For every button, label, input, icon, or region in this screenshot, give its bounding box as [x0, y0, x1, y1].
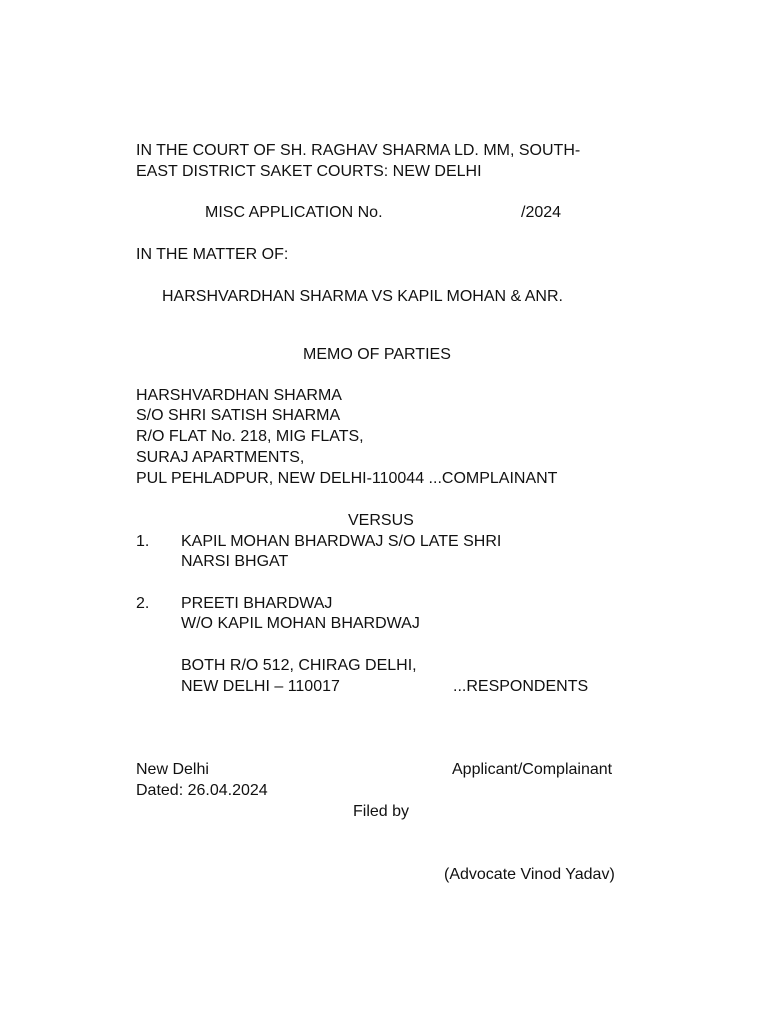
versus-label: VERSUS: [348, 512, 414, 529]
advocate-name: (Advocate Vinod Yadav): [444, 866, 615, 883]
signatory-label: Applicant/Complainant: [452, 761, 613, 778]
complainant-line: R/O FLAT No. 218, MIG FLATS,: [136, 428, 364, 445]
complainant-line: HARSHVARDHAN SHARMA: [136, 387, 342, 404]
date-text: Dated: 26.04.2024: [136, 782, 268, 799]
complainant-line: PUL PEHLADPUR, NEW DELHI-110044 ...COMPLAINANT: [136, 470, 558, 487]
address-line-2: NEW DELHI – 110017: [181, 678, 340, 695]
application-year: /2024: [521, 204, 562, 221]
complainant-line: SURAJ APARTMENTS,: [136, 449, 305, 466]
complainant-line: S/O SHRI SATISH SHARMA: [136, 407, 341, 424]
respondent-line: W/O KAPIL MOHAN BHARDWAJ: [181, 615, 420, 632]
memo-title: MEMO OF PARTIES: [303, 346, 451, 363]
respondent-number: 1.: [136, 533, 150, 550]
respondent-line: NARSI BHGAT: [181, 553, 289, 570]
respondent-number: 2.: [136, 595, 150, 612]
matter-title: HARSHVARDHAN SHARMA VS KAPIL MOHAN & ANR.: [162, 288, 563, 305]
court-line-1: IN THE COURT OF SH. RAGHAV SHARMA LD. MM, SOUTH-: [136, 142, 581, 159]
respondent-line: PREETI BHARDWAJ: [181, 595, 333, 612]
court-line-2: EAST DISTRICT SAKET COURTS: NEW DELHI: [136, 163, 482, 180]
respondents-role: ...RESPONDENTS: [453, 678, 589, 695]
application-label: MISC APPLICATION No.: [205, 204, 383, 221]
place-text: New Delhi: [136, 761, 209, 778]
filed-by-label: Filed by: [353, 803, 410, 820]
respondent-line: KAPIL MOHAN BHARDWAJ S/O LATE SHRI: [181, 533, 502, 550]
matter-label: IN THE MATTER OF:: [136, 246, 289, 263]
address-line-1: BOTH R/O 512, CHIRAG DELHI,: [181, 657, 417, 674]
